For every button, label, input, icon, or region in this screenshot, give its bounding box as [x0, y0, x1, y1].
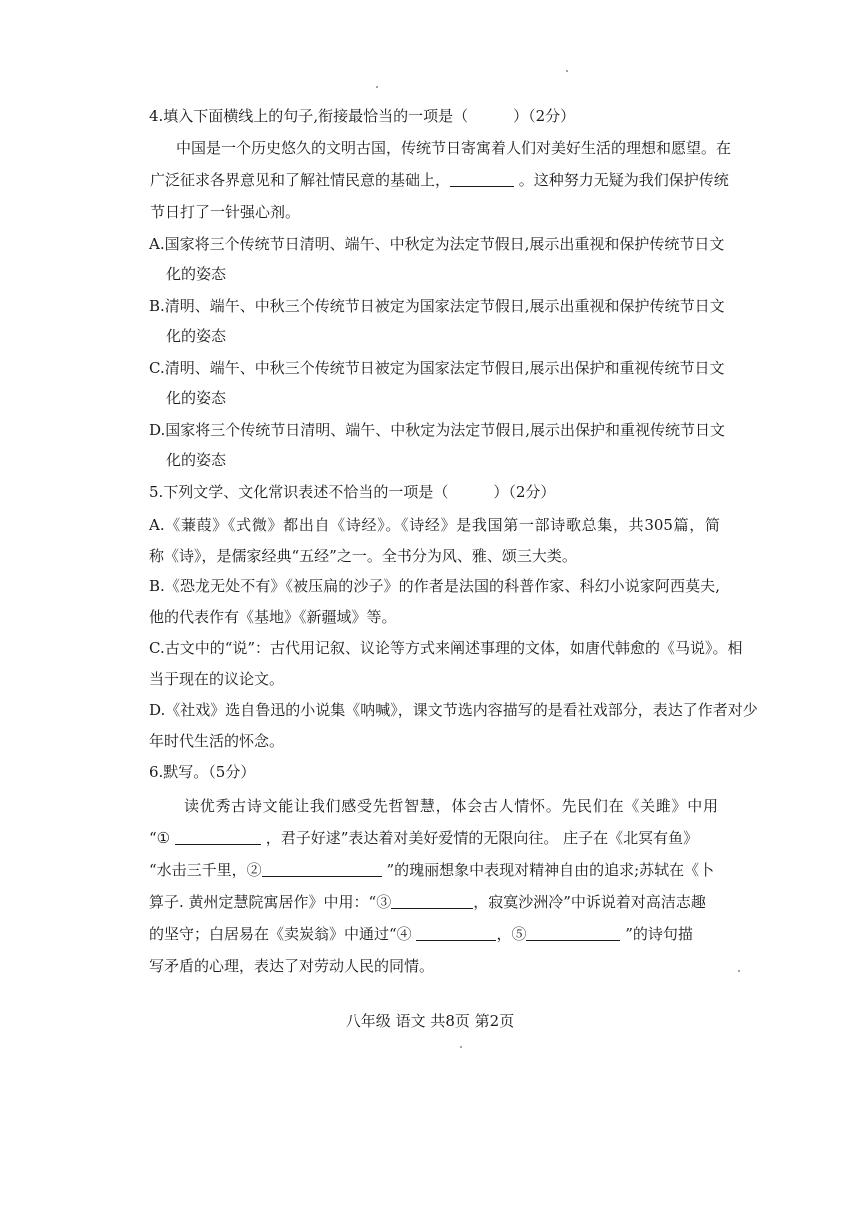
q6-line6: 写矛盾的心理，表达了对劳动人民的同情。	[149, 957, 435, 975]
q6-prompt: 6.默写。（5分）	[149, 763, 256, 781]
q4-passage-line1: 中国是一个历史悠久的文明古国，传统节日寄寓着人们对美好生活的理想和愿望。在	[176, 139, 732, 157]
q4-passage-part: 广泛征求各界意见和了解社情民意的基础上，	[150, 171, 451, 189]
q4-option-a-cont: 化的姿态	[166, 265, 227, 283]
q4-passage-line2	[150, 170, 729, 190]
blank-3	[391, 894, 473, 909]
q6-text: ”的瑰丽想象中表现对精神自由的追求;苏轼在《卜	[386, 861, 715, 879]
page-footer: 八年级 语文 共8页 第2页	[345, 1012, 515, 1030]
q6-text: ，君子好逑”表达着对美好爱情的无限向往。 庄子在《北冥有鱼》	[265, 829, 699, 847]
q4-option-a: A.国家将三个传统节日清明、端午、中秋定为法定节假日,展示出重视和保护传统节日文	[149, 235, 725, 253]
q5-option-c: C.古文中的“说”：古代用记叙、议论等方式来阐述事理的文体，如唐代韩愈的《马说》。相	[149, 639, 743, 657]
q6-line2	[149, 828, 698, 848]
q4-passage-line3: 节日打了一针强心剂。	[150, 203, 301, 221]
q4-prompt: 4.填入下面横线上的句子,衔接最恰当的一项是（ ）（2分）	[149, 107, 576, 125]
q6-text: ，寂寞沙洲冷”中诉说着对高洁志趣	[473, 893, 706, 911]
q4-passage-part: 。这种努力无疑为我们保护传统	[518, 171, 729, 189]
q6-line4	[149, 892, 706, 912]
q5-option-c-cont: 当于现在的议论文。	[149, 670, 285, 688]
q6-text: “水击三千里，②	[149, 861, 262, 879]
blank-5	[526, 926, 620, 941]
q4-option-c-cont: 化的姿态	[166, 389, 227, 407]
q5-option-b-cont: 他的代表作有《基地》《新疆域》等。	[149, 608, 397, 626]
q6-text: ，⑤	[496, 925, 527, 943]
q5-option-d-cont: 年时代生活的怀念。	[149, 732, 285, 750]
q5-option-a-cont: 称《诗》，是儒家经典“五经”之一。全书分为风、雅、颂三大类。	[149, 547, 577, 565]
q4-option-b-cont: 化的姿态	[166, 327, 227, 345]
q4-answer-blank	[450, 172, 514, 187]
scan-speck	[566, 70, 568, 72]
q4-option-c: C.清明、端午、中秋三个传统节日被定为国家法定节假日,展示出保护和重视传统节日文	[149, 359, 725, 377]
scan-speck	[460, 1046, 462, 1048]
blank-4	[416, 926, 496, 941]
q6-text: 的坚守；白居易在《卖炭翁》中通过“④	[149, 925, 412, 943]
scan-speck	[738, 970, 740, 972]
scan-speck	[376, 86, 378, 88]
q6-text: ”的诗句描	[625, 925, 693, 943]
blank-1	[175, 830, 261, 845]
q6-text: “①	[149, 829, 171, 847]
q6-line3	[149, 860, 714, 880]
q4-option-d-cont: 化的姿态	[166, 451, 227, 469]
blank-2	[262, 862, 382, 877]
q4-option-b: B.清明、端午、中秋三个传统节日被定为国家法定节假日,展示出重视和保护传统节日文	[149, 297, 725, 315]
q6-line5	[149, 924, 693, 944]
q5-prompt: 5.下列文学、文化常识表述不恰当的一项是（ ）（2分）	[149, 483, 556, 501]
q6-line1: 读优秀古诗文能让我们感受先哲智慧，体会古人情怀。先民们在《关雎》中用	[184, 797, 718, 815]
q5-option-d: D.《社戏》选自鲁迅的小说集《呐喊》，课文节选内容描写的是看社戏部分，表达了作者对少	[149, 701, 758, 719]
q5-option-b: B.《恐龙无处不有》《被压扁的沙子》的作者是法国的科普作家、科幻小说家阿西莫夫,	[149, 577, 720, 595]
q6-text: 算子. 黄州定慧院寓居作》中用：“③	[149, 893, 392, 911]
q5-option-a: A.《蒹葭》《式微》都出自《诗经》。《诗经》是我国第一部诗歌总集，共305篇，简	[149, 516, 720, 534]
q4-option-d: D.国家将三个传统节日清明、端午、中秋定为法定节假日,展示出保护和重视传统节日文	[149, 421, 726, 439]
